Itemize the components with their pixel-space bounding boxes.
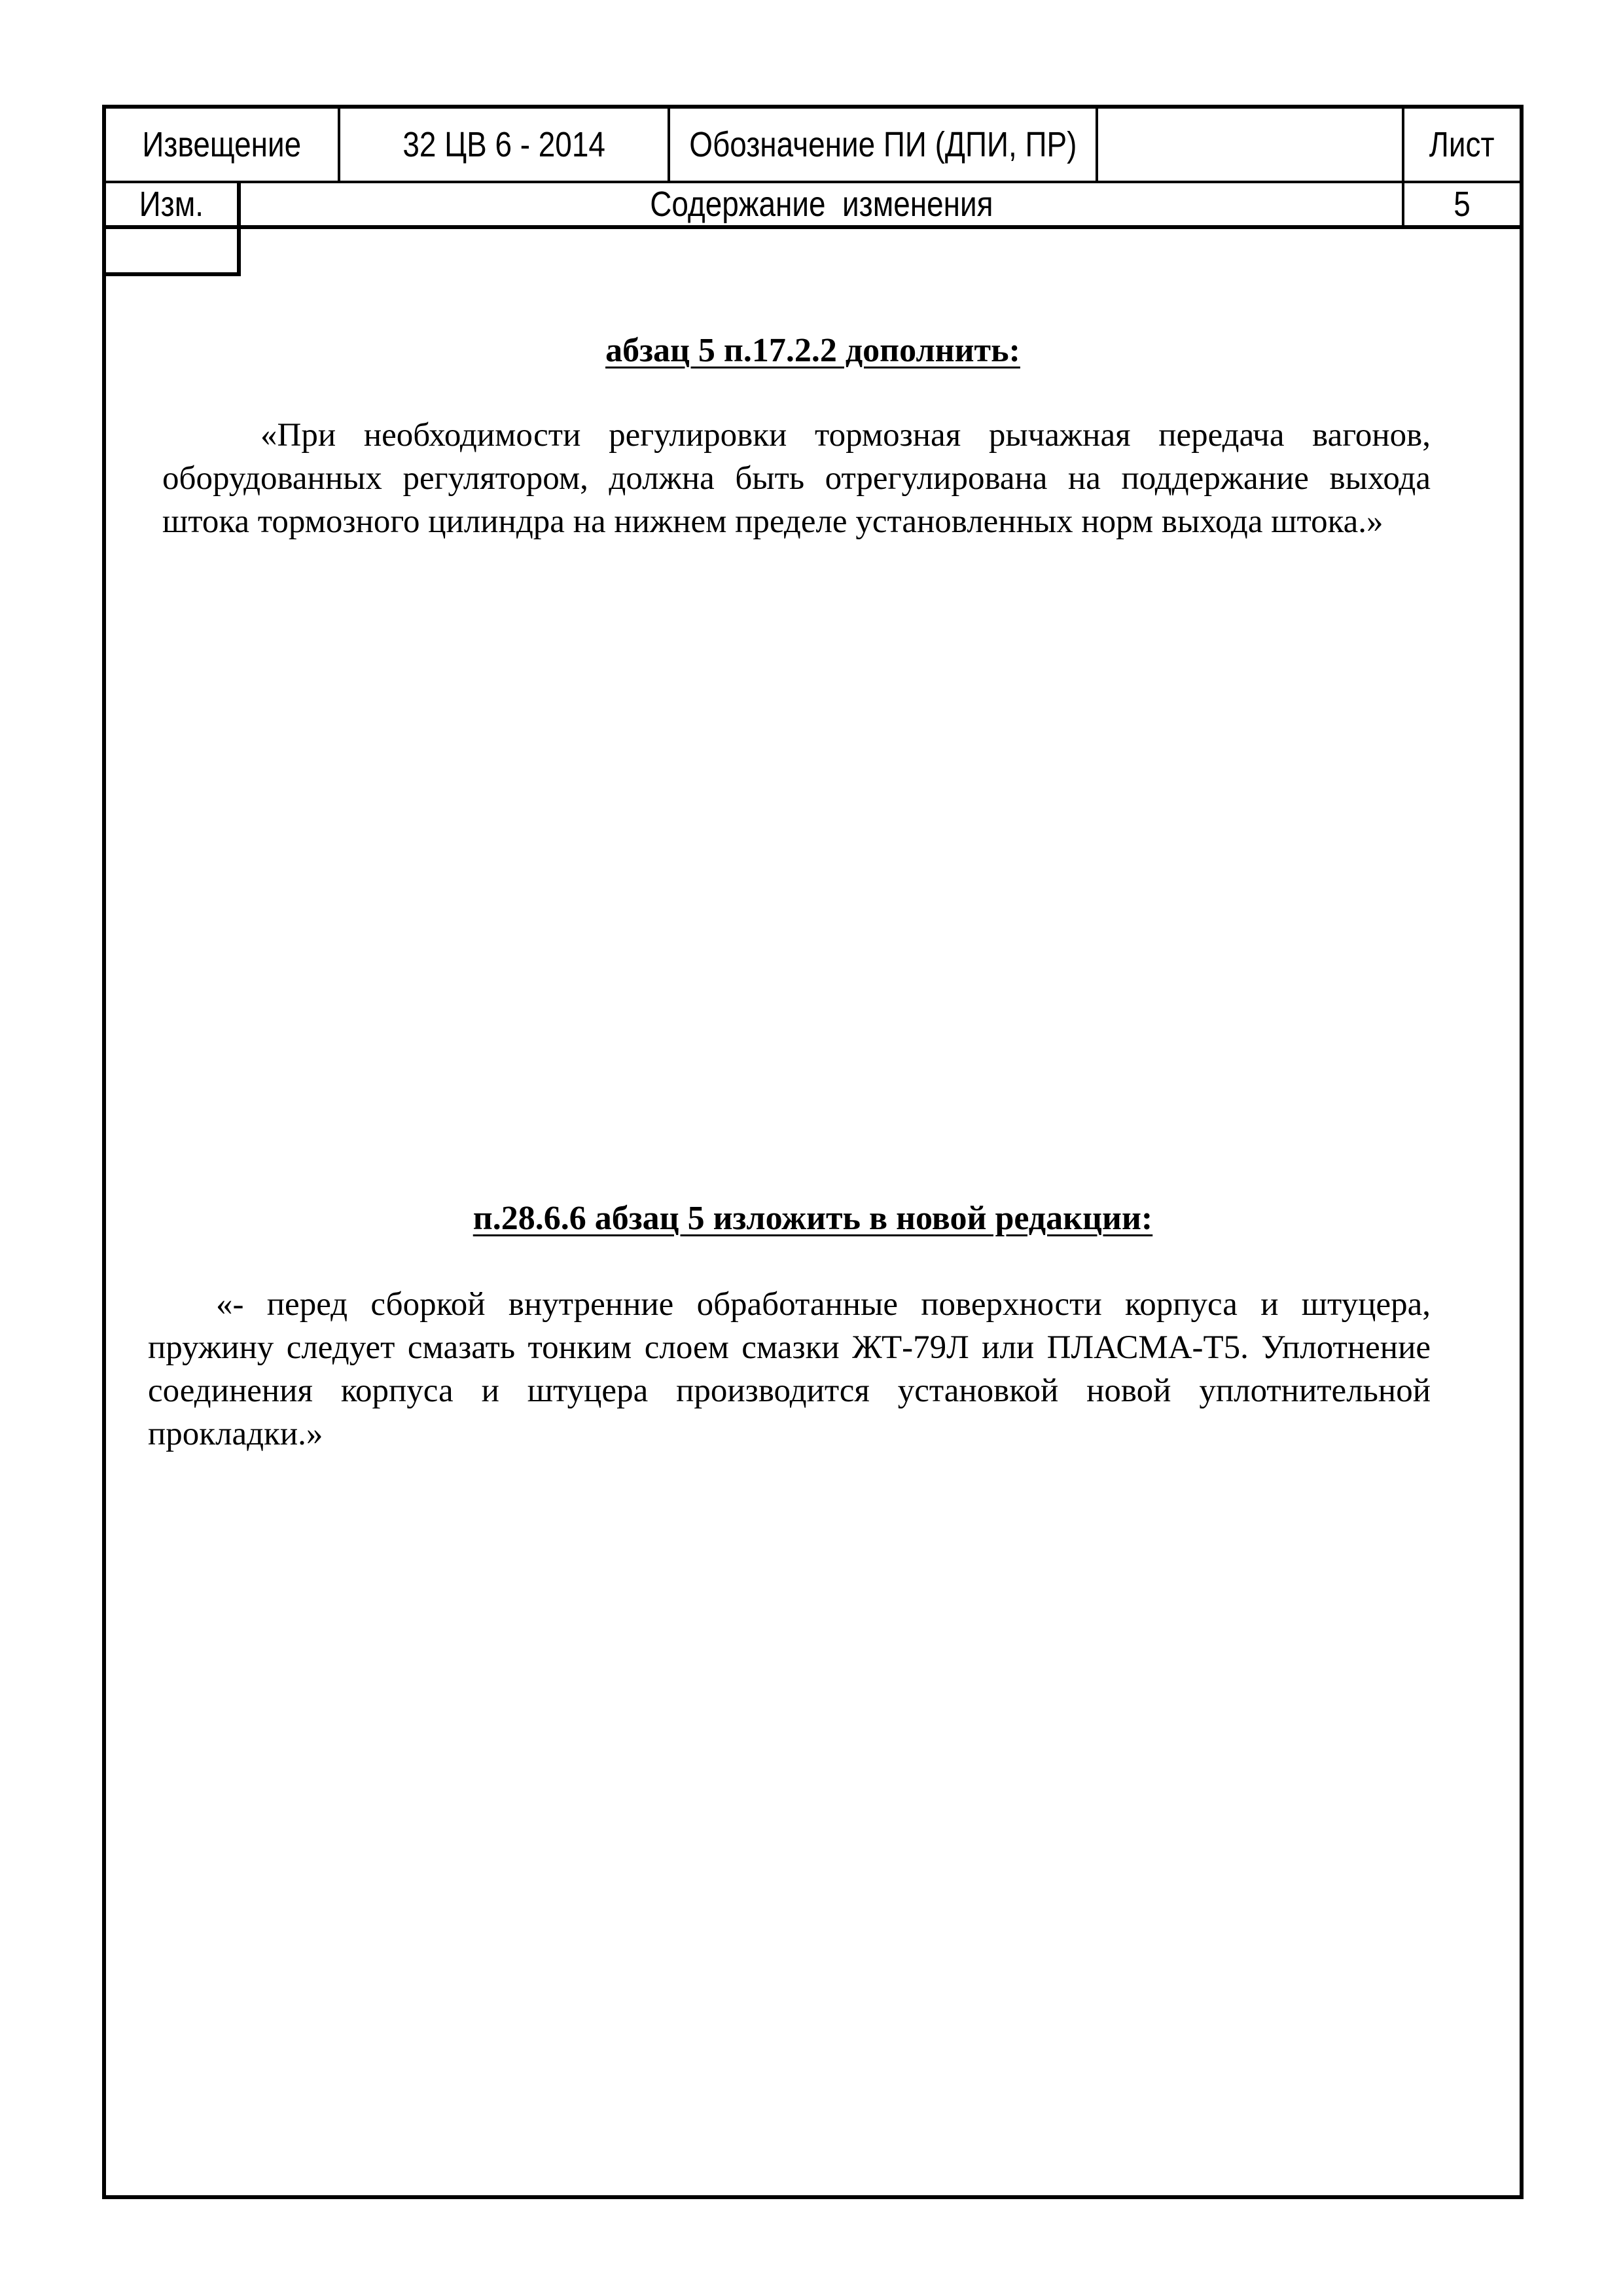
sheet-label: Лист bbox=[1429, 125, 1495, 164]
page-frame bbox=[102, 105, 1524, 2199]
sheet-number: 5 bbox=[1454, 185, 1471, 224]
section-paragraph: «При необходимости регулировки тормозная рычажная передача вагонов, оборудованных регулятором, должна быть отрегулирована на поддержание выхода штока тормозного цилиндра на нижнем пределе установленных норм выхода штока.» bbox=[162, 417, 1431, 540]
notice-number: 32 ЦВ 6 - 2014 bbox=[402, 125, 605, 164]
notice-label: Извещение bbox=[142, 125, 302, 164]
section-heading: п.28.6.6 абзац 5 изложить в новой редакции: bbox=[473, 1200, 1153, 1237]
change-label: Изм. bbox=[139, 185, 204, 224]
change-box-bottom bbox=[106, 272, 241, 276]
header-bottom-line bbox=[106, 225, 1520, 229]
designation-label: Обозначение ПИ (ДПИ, ПР) bbox=[688, 125, 1077, 164]
designation-value bbox=[1098, 109, 1402, 181]
section-paragraph: «- перед сборкой внутренние обработанные поверхности корпуса и штуцера, пружину следует смазать тонким слоем смазки ЖТ-79Л или ПЛАСМА-Т5. Уплотнение соединения корпуса и штуцера производится установкой новой уплотнительной прокладки.» bbox=[148, 1286, 1431, 1452]
section-heading: абзац 5 п.17.2.2 дополнить: bbox=[605, 332, 1020, 369]
content-label: Содержание изменения bbox=[649, 185, 993, 224]
